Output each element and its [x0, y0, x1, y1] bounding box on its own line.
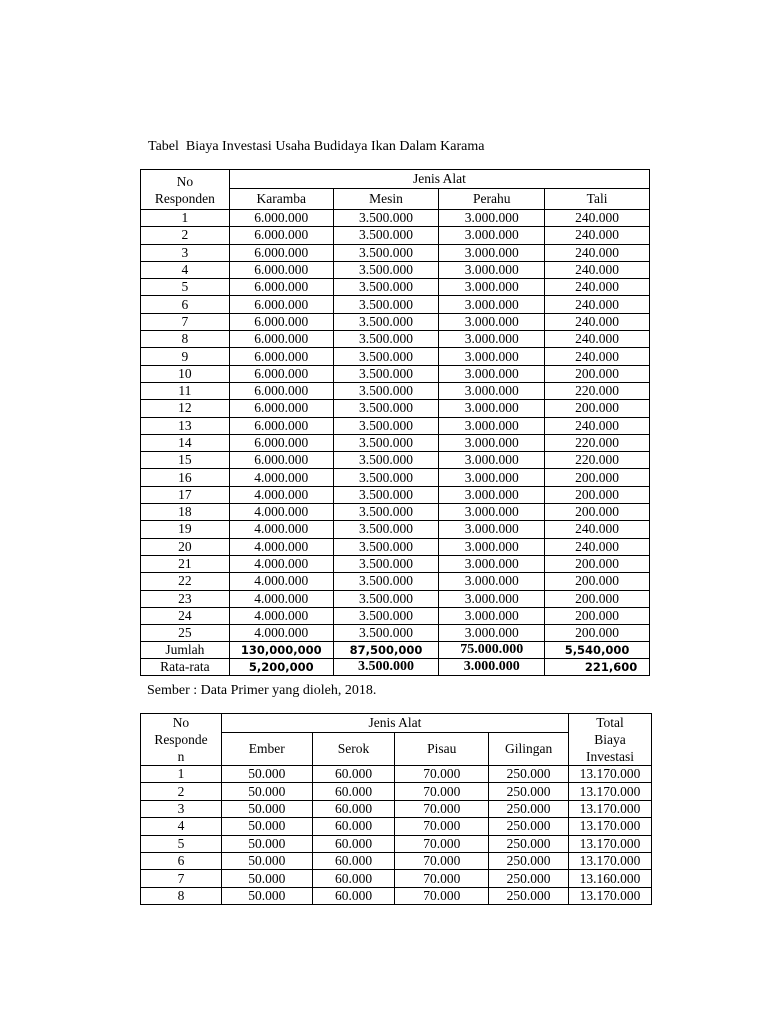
table-cell: 3.000.000 — [439, 296, 545, 313]
table-cell: 13.170.000 — [569, 852, 652, 869]
table-cell: 50.000 — [221, 766, 312, 783]
table-cell: 6.000.000 — [229, 348, 333, 365]
table-cell: 3.500.000 — [333, 296, 439, 313]
table-cell: 13.160.000 — [569, 870, 652, 887]
table-cell: 3.000.000 — [439, 227, 545, 244]
table-cell: 50.000 — [221, 835, 312, 852]
table-row — [141, 852, 652, 869]
table-cell: 3.000.000 — [439, 331, 545, 348]
table-cell: 4.000.000 — [229, 538, 333, 555]
table-cell: 3.500.000 — [333, 555, 439, 572]
row-number: 20 — [141, 538, 230, 555]
row-number: 1 — [141, 766, 222, 783]
row-number: 19 — [141, 521, 230, 538]
table-row — [141, 800, 652, 817]
table-cell: 3.000.000 — [439, 313, 545, 330]
table-row — [141, 365, 650, 382]
table-cell: 220.000 — [545, 382, 650, 399]
table-cell: 4.000.000 — [229, 607, 333, 624]
table-cell: 240.000 — [545, 521, 650, 538]
table-cell: 4.000.000 — [229, 555, 333, 572]
no-responden-header: No Responden — [141, 170, 230, 210]
table-cell: 50.000 — [221, 783, 312, 800]
table-cell: 250.000 — [489, 783, 569, 800]
row-label: Rata-rata — [141, 659, 230, 676]
table-row — [141, 573, 650, 590]
row-number: 25 — [141, 625, 230, 642]
table-row — [141, 870, 652, 887]
table-cell: 250.000 — [489, 766, 569, 783]
table-cell: 60.000 — [312, 818, 395, 835]
row-number: 2 — [141, 783, 222, 800]
summary-cell: 130,000,000 — [229, 642, 333, 659]
row-number: 6 — [141, 296, 230, 313]
column-header: Pisau — [395, 733, 489, 766]
table-row — [141, 766, 652, 783]
table-cell: 4.000.000 — [229, 590, 333, 607]
table-cell: 3.500.000 — [333, 573, 439, 590]
row-number: 16 — [141, 469, 230, 486]
table-cell: 240.000 — [545, 279, 650, 296]
table-cell: 70.000 — [395, 870, 489, 887]
table-cell: 200.000 — [545, 400, 650, 417]
table-cell: 4.000.000 — [229, 625, 333, 642]
table-cell: 3.500.000 — [333, 400, 439, 417]
no-responden-header: No Responde n — [141, 714, 222, 766]
table-row — [141, 261, 650, 278]
table-cell: 3.500.000 — [333, 469, 439, 486]
table-cell: 3.500.000 — [333, 382, 439, 399]
row-number: 7 — [141, 313, 230, 330]
table-row — [141, 400, 650, 417]
table-cell: 60.000 — [312, 783, 395, 800]
table-row — [141, 504, 650, 521]
column-header: Karamba — [229, 189, 333, 210]
table-cell: 6.000.000 — [229, 452, 333, 469]
table-row — [141, 835, 652, 852]
column-header: Tali — [545, 189, 650, 210]
table-row — [141, 313, 650, 330]
table-cell: 13.170.000 — [569, 887, 652, 904]
table-cell: 4.000.000 — [229, 469, 333, 486]
row-number: 2 — [141, 227, 230, 244]
table-cell: 3.500.000 — [333, 607, 439, 624]
source-note: Sember : Data Primer yang dioleh, 2018. — [147, 683, 377, 698]
table-cell: 70.000 — [395, 818, 489, 835]
table-cell: 250.000 — [489, 887, 569, 904]
jenis-alat-header: Jenis Alat — [221, 714, 568, 733]
table-cell: 250.000 — [489, 800, 569, 817]
table-cell: 13.170.000 — [569, 783, 652, 800]
table-cell: 13.170.000 — [569, 766, 652, 783]
table-cell: 6.000.000 — [229, 261, 333, 278]
table-row — [141, 279, 650, 296]
table-cell: 3.000.000 — [439, 244, 545, 261]
table-row — [141, 348, 650, 365]
table-cell: 3.000.000 — [439, 538, 545, 555]
table-cell: 3.500.000 — [333, 313, 439, 330]
row-number: 4 — [141, 261, 230, 278]
table-row — [141, 469, 650, 486]
summary-cell: 221,600 — [545, 659, 650, 676]
row-number: 17 — [141, 486, 230, 503]
table-cell: 60.000 — [312, 766, 395, 783]
row-number: 7 — [141, 870, 222, 887]
table-cell: 3.000.000 — [439, 504, 545, 521]
table-cell: 250.000 — [489, 870, 569, 887]
table-row — [141, 486, 650, 503]
table-cell: 6.000.000 — [229, 210, 333, 227]
row-number: 9 — [141, 348, 230, 365]
table-row — [141, 227, 650, 244]
table-cell: 3.500.000 — [333, 244, 439, 261]
table-row — [141, 434, 650, 451]
table-cell: 3.500.000 — [333, 434, 439, 451]
table-cell: 200.000 — [545, 555, 650, 572]
table-cell: 50.000 — [221, 887, 312, 904]
summary-cell: 75.000.000 — [439, 642, 545, 659]
summary-cell: 3.500.000 — [333, 659, 439, 676]
table-cell: 3.000.000 — [439, 365, 545, 382]
total-investasi-header: Total Biaya Investasi — [569, 714, 652, 766]
table-cell: 200.000 — [545, 504, 650, 521]
rata-rata-row — [141, 659, 650, 676]
table-cell: 240.000 — [545, 538, 650, 555]
table-cell: 240.000 — [545, 313, 650, 330]
table-row — [141, 296, 650, 313]
row-number: 4 — [141, 818, 222, 835]
row-label: Jumlah — [141, 642, 230, 659]
row-number: 23 — [141, 590, 230, 607]
table-cell: 3.000.000 — [439, 348, 545, 365]
table-cell: 3.500.000 — [333, 279, 439, 296]
table-cell: 240.000 — [545, 348, 650, 365]
column-header: Mesin — [333, 189, 439, 210]
table-cell: 200.000 — [545, 365, 650, 382]
table-cell: 6.000.000 — [229, 227, 333, 244]
summary-cell: 3.000.000 — [439, 659, 545, 676]
investment-table-1 — [140, 169, 650, 676]
table-cell: 3.000.000 — [439, 521, 545, 538]
table-cell: 3.000.000 — [439, 434, 545, 451]
row-number: 21 — [141, 555, 230, 572]
table-row — [141, 417, 650, 434]
table-cell: 3.000.000 — [439, 452, 545, 469]
table-cell: 70.000 — [395, 783, 489, 800]
table-cell: 240.000 — [545, 261, 650, 278]
row-number: 11 — [141, 382, 230, 399]
row-number: 1 — [141, 210, 230, 227]
table-cell: 3.000.000 — [439, 382, 545, 399]
table-cell: 60.000 — [312, 835, 395, 852]
row-number: 5 — [141, 279, 230, 296]
table-cell: 3.000.000 — [439, 261, 545, 278]
table-cell: 220.000 — [545, 434, 650, 451]
table-cell: 70.000 — [395, 800, 489, 817]
table-row — [141, 210, 650, 227]
table-cell: 240.000 — [545, 210, 650, 227]
table-cell: 3.500.000 — [333, 521, 439, 538]
table-cell: 50.000 — [221, 800, 312, 817]
table-cell: 3.000.000 — [439, 417, 545, 434]
table-row — [141, 607, 650, 624]
table-cell: 60.000 — [312, 870, 395, 887]
table-cell: 13.170.000 — [569, 818, 652, 835]
row-number: 8 — [141, 331, 230, 348]
table-cell: 3.500.000 — [333, 227, 439, 244]
table-cell: 70.000 — [395, 852, 489, 869]
row-number: 10 — [141, 365, 230, 382]
table-cell: 250.000 — [489, 852, 569, 869]
table-row — [141, 521, 650, 538]
row-number: 15 — [141, 452, 230, 469]
table-row — [141, 452, 650, 469]
table-cell: 3.000.000 — [439, 573, 545, 590]
table-cell: 60.000 — [312, 852, 395, 869]
table-cell: 6.000.000 — [229, 434, 333, 451]
table-cell: 240.000 — [545, 244, 650, 261]
table-cell: 250.000 — [489, 835, 569, 852]
row-number: 8 — [141, 887, 222, 904]
table-row — [141, 887, 652, 904]
table-cell: 200.000 — [545, 607, 650, 624]
table-row — [141, 783, 652, 800]
row-number: 5 — [141, 835, 222, 852]
table-cell: 70.000 — [395, 835, 489, 852]
column-header: Perahu — [439, 189, 545, 210]
table-cell: 3.500.000 — [333, 486, 439, 503]
table-cell: 240.000 — [545, 227, 650, 244]
row-number: 12 — [141, 400, 230, 417]
table-cell: 6.000.000 — [229, 296, 333, 313]
summary-cell: 87,500,000 — [333, 642, 439, 659]
table-cell: 3.000.000 — [439, 486, 545, 503]
table-row — [141, 818, 652, 835]
table-cell: 6.000.000 — [229, 365, 333, 382]
table-cell: 3.500.000 — [333, 261, 439, 278]
table-cell: 3.000.000 — [439, 210, 545, 227]
table-cell: 70.000 — [395, 766, 489, 783]
table-cell: 3.500.000 — [333, 348, 439, 365]
row-number: 24 — [141, 607, 230, 624]
row-number: 22 — [141, 573, 230, 590]
table-cell: 200.000 — [545, 486, 650, 503]
table-cell: 6.000.000 — [229, 417, 333, 434]
row-number: 3 — [141, 800, 222, 817]
table-cell: 240.000 — [545, 417, 650, 434]
row-number: 18 — [141, 504, 230, 521]
table-cell: 3.000.000 — [439, 590, 545, 607]
table-cell: 60.000 — [312, 887, 395, 904]
table-cell: 3.500.000 — [333, 417, 439, 434]
table-cell: 240.000 — [545, 296, 650, 313]
table-cell: 50.000 — [221, 852, 312, 869]
table-row — [141, 555, 650, 572]
table-cell: 240.000 — [545, 331, 650, 348]
table-row — [141, 590, 650, 607]
table-cell: 3.500.000 — [333, 538, 439, 555]
row-number: 13 — [141, 417, 230, 434]
column-header: Ember — [221, 733, 312, 766]
table-row — [141, 625, 650, 642]
table-cell: 220.000 — [545, 452, 650, 469]
jenis-alat-header: Jenis Alat — [229, 170, 649, 189]
table-cell: 3.000.000 — [439, 555, 545, 572]
row-number: 6 — [141, 852, 222, 869]
table-cell: 3.500.000 — [333, 625, 439, 642]
table-cell: 4.000.000 — [229, 573, 333, 590]
table-cell: 6.000.000 — [229, 279, 333, 296]
jumlah-row — [141, 642, 650, 659]
table-cell: 4.000.000 — [229, 486, 333, 503]
table-cell: 50.000 — [221, 818, 312, 835]
table-cell: 200.000 — [545, 469, 650, 486]
table-cell: 6.000.000 — [229, 382, 333, 399]
table-cell: 4.000.000 — [229, 521, 333, 538]
table-row — [141, 538, 650, 555]
investment-table-2 — [140, 713, 652, 905]
table-cell: 6.000.000 — [229, 400, 333, 417]
table-cell: 3.000.000 — [439, 400, 545, 417]
table-cell: 3.500.000 — [333, 590, 439, 607]
table-caption: Tabel Biaya Investasi Usaha Budidaya Ikan Dalam Karama — [148, 139, 485, 154]
table-row — [141, 331, 650, 348]
table-cell: 200.000 — [545, 590, 650, 607]
table-row — [141, 244, 650, 261]
column-header: Serok — [312, 733, 395, 766]
summary-cell: 5,540,000 — [545, 642, 650, 659]
table-cell: 6.000.000 — [229, 313, 333, 330]
table-cell: 3.500.000 — [333, 365, 439, 382]
row-number: 14 — [141, 434, 230, 451]
table-cell: 50.000 — [221, 870, 312, 887]
table-cell: 3.500.000 — [333, 452, 439, 469]
table-cell: 3.500.000 — [333, 331, 439, 348]
table-cell: 3.000.000 — [439, 279, 545, 296]
table-cell: 4.000.000 — [229, 504, 333, 521]
table-cell: 70.000 — [395, 887, 489, 904]
summary-cell: 5,200,000 — [229, 659, 333, 676]
table-cell: 13.170.000 — [569, 800, 652, 817]
table-cell: 3.000.000 — [439, 469, 545, 486]
table-cell: 6.000.000 — [229, 331, 333, 348]
table-cell: 200.000 — [545, 625, 650, 642]
table-cell: 6.000.000 — [229, 244, 333, 261]
table-cell: 250.000 — [489, 818, 569, 835]
table-cell: 3.000.000 — [439, 625, 545, 642]
column-header: Gilingan — [489, 733, 569, 766]
table-cell: 3.500.000 — [333, 504, 439, 521]
table-row — [141, 382, 650, 399]
row-number: 3 — [141, 244, 230, 261]
table-cell: 3.500.000 — [333, 210, 439, 227]
table-cell: 200.000 — [545, 573, 650, 590]
table-cell: 13.170.000 — [569, 835, 652, 852]
table-cell: 60.000 — [312, 800, 395, 817]
table-cell: 3.000.000 — [439, 607, 545, 624]
